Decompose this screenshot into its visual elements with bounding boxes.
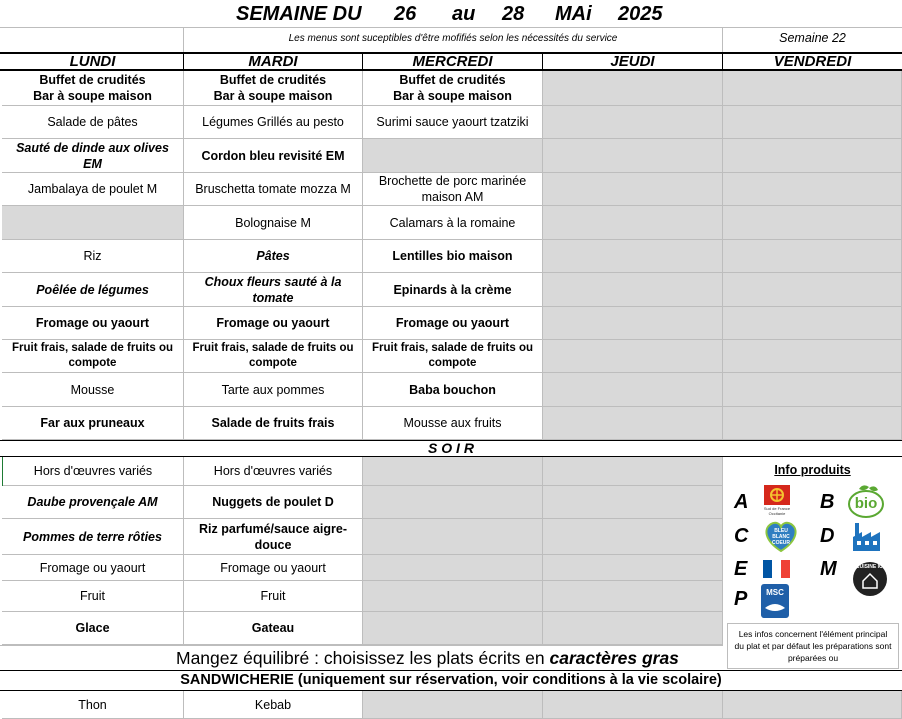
legend-letter-p: P [734, 588, 748, 610]
lunch-vendredi-r5 [723, 240, 902, 273]
title-month: MAi [555, 3, 592, 25]
dinner-mercredi-r1 [363, 486, 543, 519]
lunch-mardi-starters [184, 71, 363, 106]
dinner-jeudi-r0 [543, 457, 723, 486]
sandwich-vendredi [723, 691, 902, 719]
lunch-vendredi-r9 [723, 373, 902, 407]
cuisine-ici-text: CUISINE ICI [855, 564, 885, 570]
lunch-vendredi-r10 [723, 407, 902, 440]
legend-letter-c: C [734, 525, 749, 547]
lunch-jeudi-r2 [543, 139, 723, 173]
slogan [0, 648, 902, 669]
dinner-mardi-fruit: Fruit [184, 581, 363, 612]
lunch-mercredi-dessert-2: Mousse aux fruits [363, 407, 543, 440]
lunch-lundi-side-2: Poêlée de légumes [2, 273, 184, 307]
lunch-mercredi-side-2: Epinards à la crème [363, 273, 543, 307]
bbc-logo-text: BLEU BLANC COEUR [771, 528, 791, 546]
dinner-mercredi-r0 [363, 457, 543, 486]
title-year: 2025 [618, 3, 663, 25]
lunch-jeudi-r6 [543, 273, 723, 307]
dinner-lundi-dairy: Fromage ou yaourt [2, 555, 184, 581]
legend-letter-a: A [734, 491, 749, 513]
lunch-jeudi-r8 [543, 340, 723, 373]
lunch-mardi-entree: Légumes Grillés au pesto [184, 106, 363, 139]
bio-logo-icon [847, 483, 885, 519]
day-header-mercredi: MERCREDI [363, 53, 543, 70]
french-flag-icon [763, 560, 790, 578]
lunch-mercredi-fruit: Fruit frais, salade de fruits ou compote [363, 340, 543, 373]
lunch-lundi-starters [2, 71, 184, 106]
lunch-vendredi-r6 [723, 273, 902, 307]
lunch-mercredi-soup: Bar à soupe maison [393, 89, 512, 103]
lunch-mardi-side-2: Choux fleurs sauté à la tomate [184, 273, 363, 307]
msc-logo-icon [761, 584, 789, 618]
dinner-jeudi-r2 [543, 519, 723, 555]
lunch-vendredi-r2 [723, 139, 902, 173]
info-produits-title: Info produits [774, 463, 851, 477]
info-produits-panel [723, 457, 902, 669]
lunch-mercredi-main-3: Calamars à la romaine [363, 206, 543, 240]
lunch-vendredi-r7 [723, 307, 902, 340]
lunch-mercredi-dessert-1: Baba bouchon [363, 373, 543, 407]
sandwich-mercredi [363, 691, 543, 719]
lunch-jeudi-r10 [543, 407, 723, 440]
dinner-lundi-side: Pommes de terre rôties [2, 519, 184, 555]
sandwich-lundi: Thon [2, 691, 184, 719]
dinner-mardi-dessert: Gateau [184, 612, 363, 645]
dinner-mercredi-r2 [363, 519, 543, 555]
lunch-mercredi-dairy: Fromage ou yaourt [363, 307, 543, 340]
title-day-to: 28 [502, 3, 525, 25]
bleu-blanc-coeur-logo-icon [761, 519, 801, 553]
lunch-jeudi-r3 [543, 173, 723, 206]
lunch-lundi-main-2: Jambalaya de poulet M [2, 173, 184, 206]
lunch-vendredi-r1 [723, 106, 902, 139]
legend-letter-m: M [820, 558, 837, 580]
lunch-lundi-dairy: Fromage ou yaourt [2, 307, 184, 340]
lunch-lundi-soup: Bar à soupe maison [33, 89, 152, 103]
factory-icon [852, 521, 886, 553]
info-footnote: Les infos concernent l'élément principal du plat et par défaut les préparations sont préparées ou [734, 629, 892, 663]
lunch-jeudi-r0 [543, 71, 723, 106]
lunch-lundi-main-3 [2, 206, 184, 240]
dinner-jeudi-r1 [543, 486, 723, 519]
dinner-jeudi-r3 [543, 555, 723, 581]
legend-letter-e: E [734, 558, 748, 580]
lunch-vendredi-r0 [723, 71, 902, 106]
lunch-vendredi-r3 [723, 173, 902, 206]
lunch-mercredi-side-1: Lentilles bio maison [363, 240, 543, 273]
menu-change-note: Les menus sont suceptibles d'être mofifiés selon les nécessités du service [288, 33, 618, 44]
lunch-jeudi-r1 [543, 106, 723, 139]
occitanie-logo-text: Sud de France Occitanie [763, 506, 791, 516]
lunch-jeudi-r5 [543, 240, 723, 273]
cuisine-ici-logo-icon [852, 561, 888, 597]
lunch-mercredi-entree: Surimi sauce yaourt tzatziki [363, 106, 543, 139]
dinner-jeudi-r5 [543, 612, 723, 645]
lunch-mardi-buffet: Buffet de crudités [219, 73, 327, 87]
lunch-grid [0, 71, 902, 440]
lunch-mardi-soup: Bar à soupe maison [213, 89, 333, 103]
lunch-mardi-main-1: Cordon bleu revisité EM [184, 139, 363, 173]
lunch-mercredi-main-1 [363, 139, 543, 173]
dinner-mardi-dairy: Fromage ou yaourt [184, 555, 363, 581]
slogan-plain: Mangez équilibré : choisissez les plats écrits en [176, 648, 550, 668]
bio-logo-text: bio [854, 495, 878, 512]
legend-letter-d: D [820, 525, 835, 547]
sandwicherie-title: SANDWICHERIE (uniquement sur réservation, voir conditions à la vie scolaire) [180, 672, 722, 688]
msc-logo-text: MSC [766, 588, 784, 597]
lunch-mardi-fruit: Fruit frais, salade de fruits ou compote [184, 340, 363, 373]
lunch-lundi-buffet: Buffet de crudités [39, 73, 146, 87]
dinner-mercredi-r3 [363, 555, 543, 581]
dinner-jeudi-r4 [543, 581, 723, 612]
lunch-vendredi-r8 [723, 340, 902, 373]
lunch-lundi-dessert-2: Far aux pruneaux [2, 407, 184, 440]
dinner-lundi-dessert: Glace [2, 612, 184, 645]
day-header-vendredi: VENDREDI [773, 53, 852, 70]
lunch-lundi-fruit: Fruit frais, salade de fruits ou compote [2, 340, 184, 373]
title-label: SEMAINE DU [236, 3, 362, 25]
title-au: au [452, 3, 476, 25]
dinner-lundi-main: Daube provençale AM [2, 486, 184, 519]
page-title [0, 0, 902, 27]
day-header-lundi: LUNDI [2, 53, 184, 70]
lunch-vendredi-r4 [723, 206, 902, 240]
title-day-from: 26 [394, 3, 417, 25]
day-header-jeudi: JEUDI [543, 53, 723, 70]
day-header-mardi: MARDI [184, 53, 363, 70]
sandwich-jeudi [543, 691, 723, 719]
soir-header: S O I R [428, 440, 474, 456]
dinner-grid [0, 457, 723, 645]
lunch-jeudi-r9 [543, 373, 723, 407]
lunch-lundi-dessert-1: Mousse [2, 373, 184, 407]
lunch-mercredi-buffet: Buffet de crudités [399, 73, 506, 87]
lunch-lundi-side-1: Riz [2, 240, 184, 273]
dinner-mercredi-r4 [363, 581, 543, 612]
lunch-mardi-main-3: Bolognaise M [184, 206, 363, 240]
dinner-mardi-main: Nuggets de poulet D [184, 486, 363, 519]
lunch-mercredi-main-2: Brochette de porc marinée maison AM [363, 173, 543, 206]
lunch-mardi-dessert-1: Tarte aux pommes [184, 373, 363, 407]
lunch-mardi-main-2: Bruschetta tomate mozza M [184, 173, 363, 206]
lunch-mercredi-starters [363, 71, 543, 106]
occitanie-logo-icon [762, 485, 792, 517]
dinner-mardi-starter: Hors d'œuvres variés [184, 457, 363, 486]
dinner-mardi-side: Riz parfumé/sauce aigre-douce [184, 519, 363, 555]
lunch-jeudi-r7 [543, 307, 723, 340]
sandwich-mardi: Kebab [184, 691, 363, 719]
dinner-lundi-starter: Hors d'œuvres variés [3, 457, 184, 486]
lunch-jeudi-r4 [543, 206, 723, 240]
slogan-bold: caractères gras [549, 648, 679, 668]
lunch-mardi-side-1: Pâtes [184, 240, 363, 273]
dinner-lundi-fruit: Fruit [2, 581, 184, 612]
lunch-lundi-main-1: Sauté de dinde aux olives EM [2, 139, 184, 173]
lunch-mardi-dairy: Fromage ou yaourt [184, 307, 363, 340]
lunch-mardi-dessert-2: Salade de fruits frais [184, 407, 363, 440]
week-number: Semaine 22 [779, 31, 846, 45]
lunch-lundi-entree: Salade de pâtes [2, 106, 184, 139]
dinner-mercredi-r5 [363, 612, 543, 645]
legend-letter-b: B [820, 491, 835, 513]
